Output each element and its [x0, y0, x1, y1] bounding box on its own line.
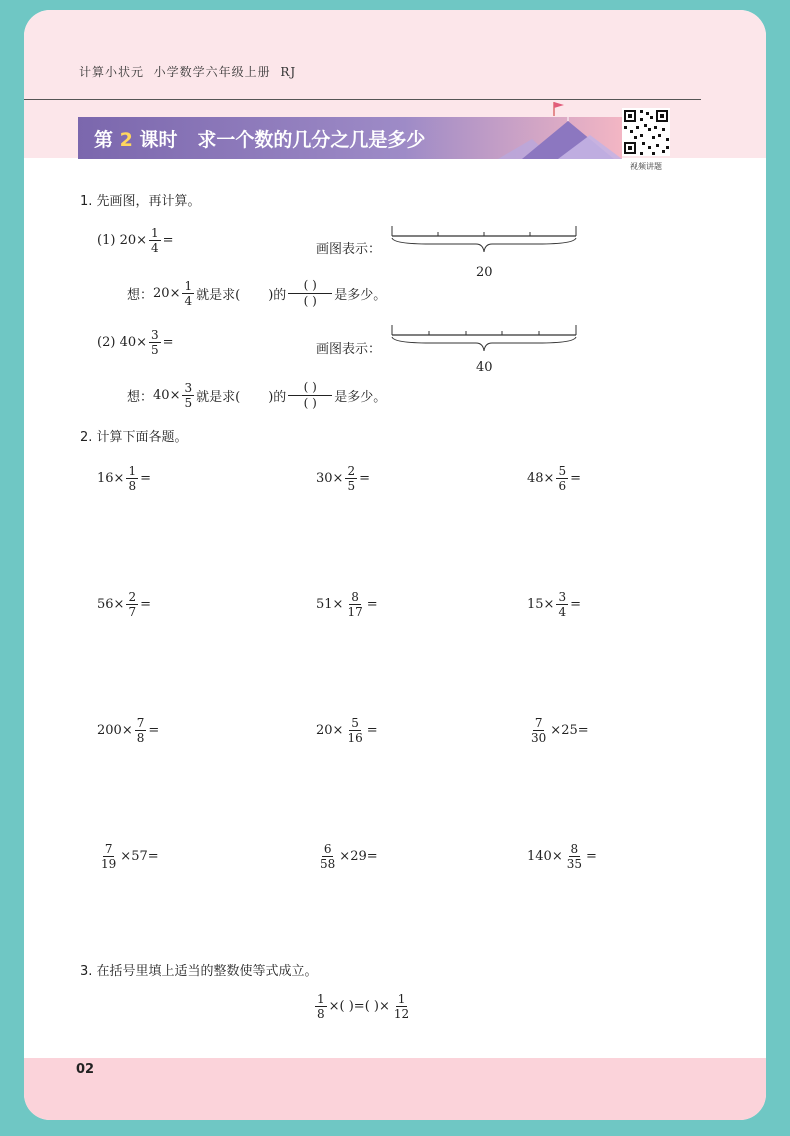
q1-item2-expression: (2) 40 × $\frac{3}{5}$ =: [97, 328, 174, 357]
q2-problem: 15 × $\frac{3}{4}$ =: [527, 590, 581, 619]
q1-item2-total: 40: [476, 360, 493, 375]
flag-icon: [552, 100, 572, 116]
fraction: $\frac{1}{4}$: [151, 226, 159, 255]
q2-problem: 48 × $\frac{5}{6}$ =: [527, 464, 581, 493]
q1-item2-think: 想： 40 × $\frac{3}{5}$ 就是求( )的 $\frac{( )}{( )}$ 是多少。: [127, 380, 387, 410]
blank-fraction[interactable]: $\frac{( )}{( )}$: [288, 380, 332, 411]
q1-item1-total: 20: [476, 265, 493, 280]
mountain-icon: [498, 117, 622, 159]
fraction: $\frac{3}{5}$: [184, 381, 193, 410]
header-rule: [24, 99, 701, 100]
q2-problem: 200 × $\frac{7}{8}$ =: [97, 716, 160, 745]
fraction: $\frac{3}{5}$: [151, 328, 159, 357]
q2-problem: $\frac{6}{58}$ × 29 =: [320, 842, 378, 871]
q3-equation[interactable]: $\frac{1}{8}$ ×( )=( )× $\frac{1}{12}$: [317, 992, 410, 1021]
blank-fraction[interactable]: $\frac{( )}{( )}$: [288, 278, 332, 309]
footer-band: [24, 1058, 766, 1120]
q1-item1-draw-label: 画图表示：: [316, 242, 382, 257]
qr-code-icon[interactable]: [622, 108, 670, 156]
q3-title: 3. 在括号里填上适当的整数使等式成立。: [80, 964, 318, 979]
lesson-title: 第 2 课时 求一个数的几分之几是多少: [94, 129, 426, 151]
q2-title: 2. 计算下面各题。: [80, 430, 188, 445]
workbook-page: [24, 10, 766, 1120]
fraction: $\frac{1}{4}$: [184, 279, 193, 308]
q1-title: 1. 先画图，再计算。: [80, 194, 201, 209]
q1-item1-think: 想： 20 × $\frac{1}{4}$ 就是求( )的 $\frac{( )}{( )}$ 是多少。: [127, 278, 387, 308]
q2-problem: 16 × $\frac{1}{8}$ =: [97, 464, 151, 493]
q2-problem: 56 × $\frac{2}{7}$ =: [97, 590, 151, 619]
q1-item2-draw-label: 画图表示：: [316, 342, 382, 357]
q1-item2-segment-diagram[interactable]: [390, 321, 580, 361]
q2-problem: $\frac{7}{19}$ × 57 =: [101, 842, 159, 871]
q2-problem: 20 × $\frac{5}{16}$ =: [316, 716, 378, 745]
q2-problem: $\frac{7}{30}$ × 25 =: [531, 716, 589, 745]
running-header: 计算小状元 小学数学六年级上册 RJ: [79, 65, 297, 79]
q2-problem: 51 × $\frac{8}{17}$ =: [316, 590, 378, 619]
q1-item1-expression: (1) 20 × $\frac{1}{4}$ =: [97, 226, 174, 255]
q2-problem: 140 × $\frac{8}{35}$ =: [527, 842, 597, 871]
q2-problem: 30 × $\frac{2}{5}$ =: [316, 464, 370, 493]
qr-caption: 视频讲题: [630, 162, 662, 171]
lesson-banner: [78, 117, 622, 159]
page-number: 02: [76, 1062, 95, 1077]
q1-item1-segment-diagram[interactable]: [390, 222, 580, 262]
